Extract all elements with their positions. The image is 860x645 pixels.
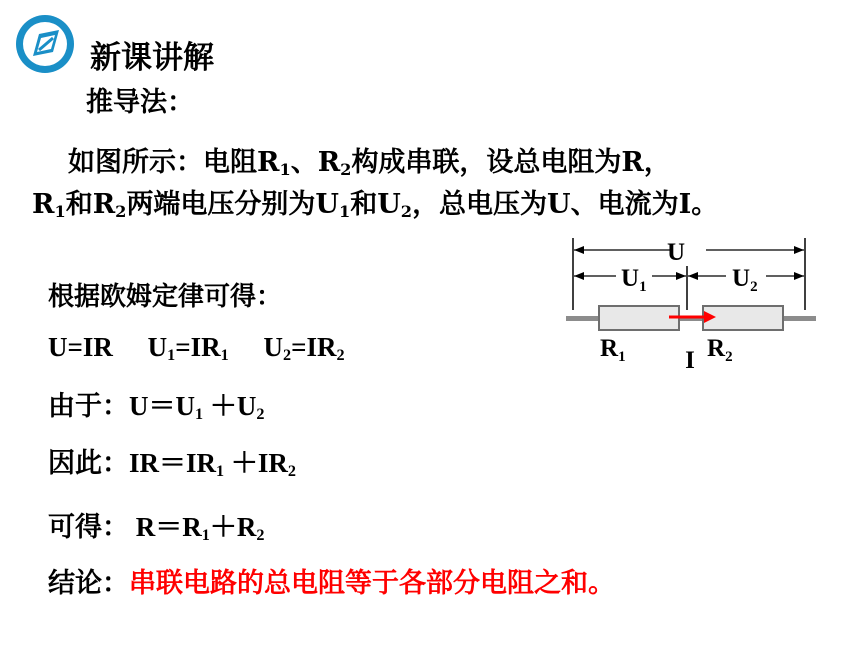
- ohm-law-heading: 根据欧姆定律可得：: [48, 282, 283, 312]
- formula-total: U=IR: [48, 332, 113, 362]
- result-row: 可得： $R=R_1+R_2$: [48, 512, 265, 545]
- since-row: 由于：$U=U_1 +U_2$: [48, 391, 265, 424]
- intro-line-1: 如图所示：电阻$R_1$、$R_2$构成串联，设总电阻为R，: [68, 147, 671, 180]
- conclusion-row: 结论：串联电路的总电阻等于各部分电阻之和。: [48, 568, 615, 599]
- label-r2: $R_2$: [707, 335, 733, 365]
- label-u2: $U_2$: [732, 265, 758, 295]
- therefore-row: 因此：$IR=IR_1 +IR_2$: [48, 448, 296, 481]
- label-current: I: [685, 347, 695, 374]
- ohm-formulas: [48, 332, 345, 363]
- series-circuit-diagram: [566, 236, 816, 376]
- intro-line-2: $R_1$和$R_2$两端电压分别为$U_1$和$U_2$，总电压为U、电流为I。: [32, 189, 719, 222]
- label-total-voltage: U: [666, 239, 686, 266]
- resistor-r2: [703, 306, 783, 330]
- compass-logo-icon: [13, 12, 77, 76]
- section-subheading: 推导法：: [86, 87, 194, 118]
- page-title: 新课讲解: [90, 40, 214, 76]
- resistor-r1: [599, 306, 679, 330]
- formula-u1: $U_1=IR_1$: [147, 332, 229, 365]
- formula-u2: $U_2=IR_2$: [263, 332, 345, 365]
- label-u1: $U_1$: [621, 265, 647, 295]
- label-r1: $R_1$: [600, 335, 626, 365]
- conclusion-text: 串联电路的总电阻等于各部分电阻之和。: [129, 568, 615, 599]
